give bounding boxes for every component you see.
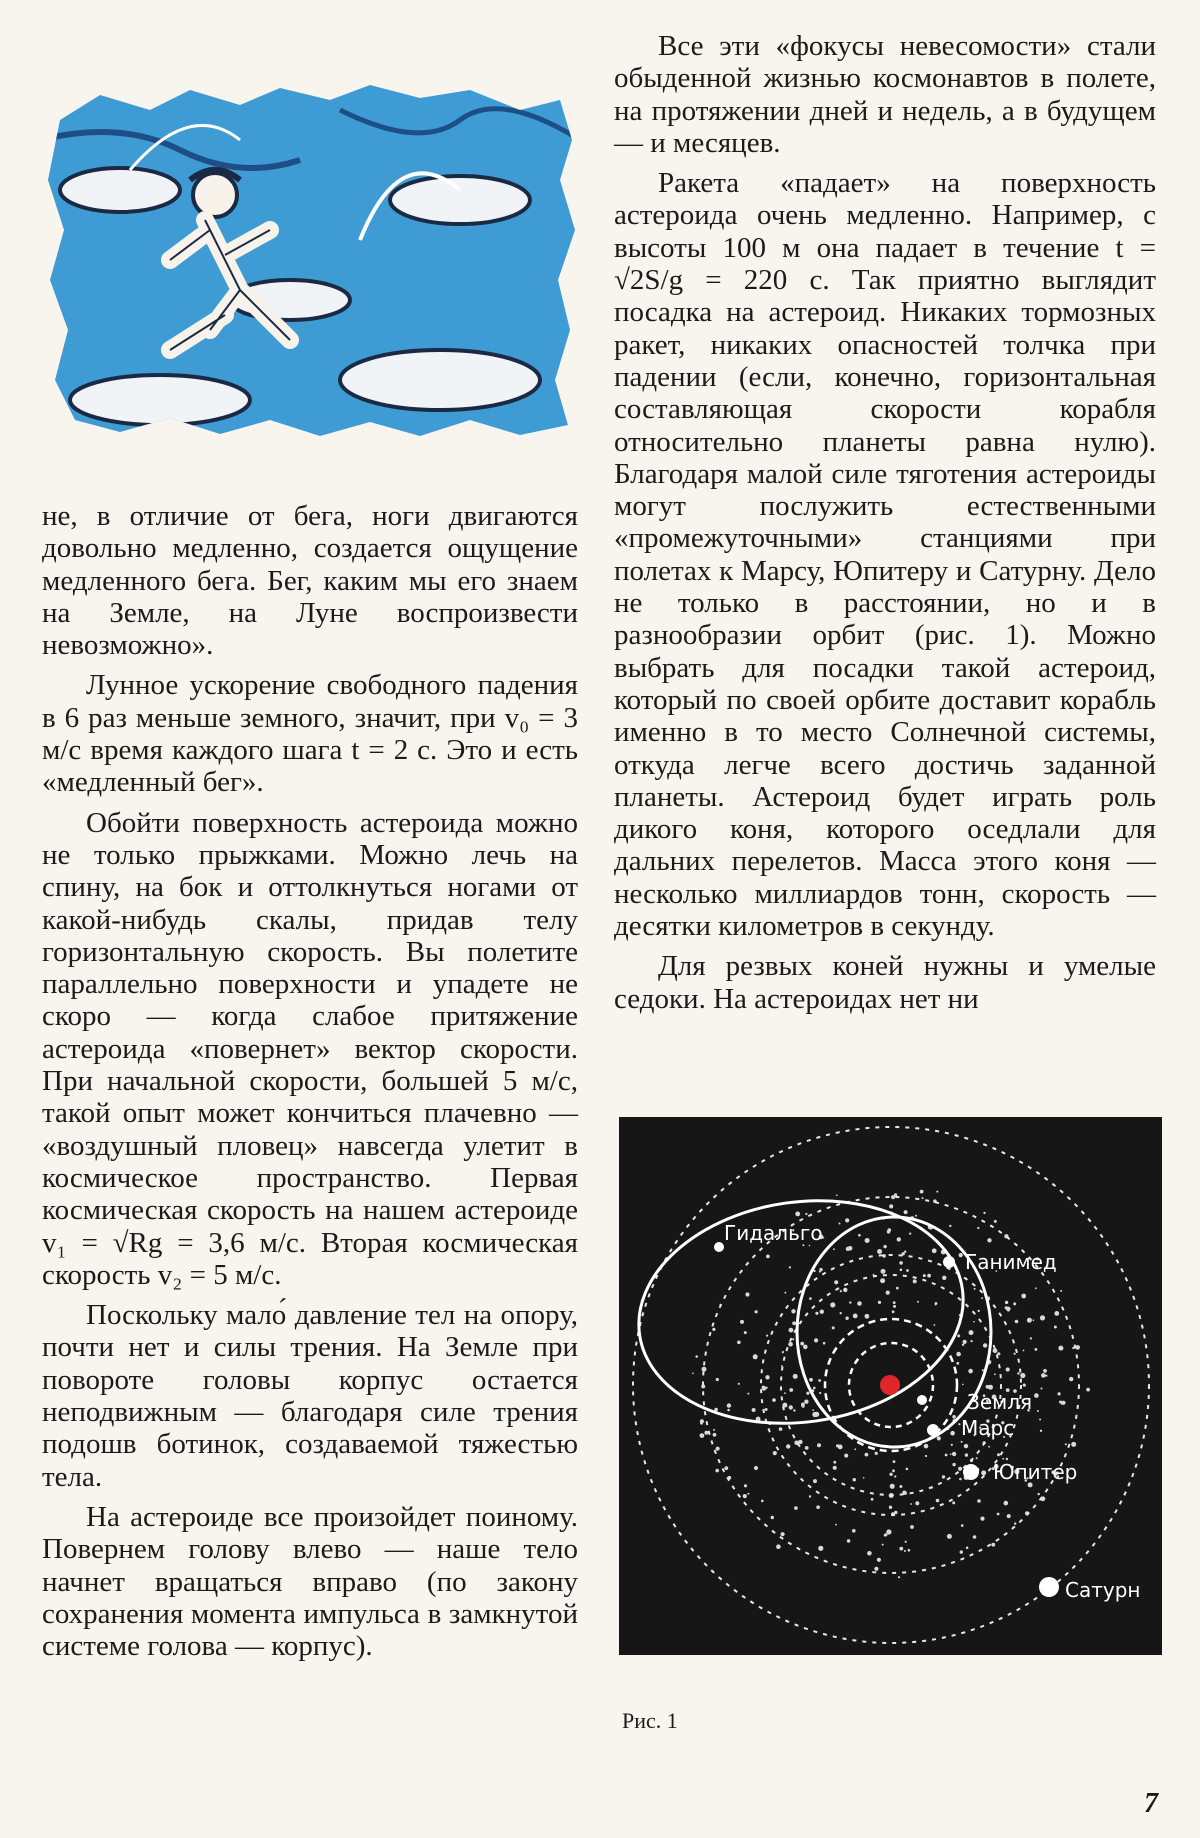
asteroid-dot bbox=[947, 1534, 952, 1539]
asteroid-dot bbox=[713, 1429, 715, 1431]
asteroid-dot bbox=[744, 1484, 747, 1487]
asteroid-dot bbox=[959, 1478, 962, 1481]
asteroid-dot bbox=[922, 1197, 924, 1199]
asteroid-dot bbox=[752, 1408, 756, 1412]
label-saturn: Сатурн bbox=[1065, 1578, 1141, 1602]
label-jupiter: Юпитер bbox=[993, 1460, 1078, 1484]
asteroid-dot bbox=[801, 1403, 805, 1407]
asteroid-dot bbox=[924, 1444, 929, 1449]
asteroid-dot bbox=[884, 1534, 886, 1536]
asteroid-dot bbox=[791, 1309, 795, 1313]
asteroid-dot bbox=[1071, 1442, 1076, 1447]
asteroid-dot bbox=[806, 1392, 809, 1395]
asteroid-dot bbox=[857, 1301, 862, 1306]
left-paragraph-5: На астероиде все произойдет поиному. Повернем голову влево — наше тело начнет вращаться вправо (по закону сохранения момента импульса в замкнутой системе голова — корпус). bbox=[42, 1500, 578, 1663]
asteroid-dot bbox=[1017, 1372, 1019, 1374]
asteroid-dot bbox=[863, 1477, 865, 1479]
asteroid-dot bbox=[1006, 1367, 1010, 1371]
asteroid-dot bbox=[997, 1513, 1000, 1516]
label-ganymede: Ганимед bbox=[965, 1250, 1057, 1274]
asteroid-dot bbox=[890, 1484, 895, 1489]
right-paragraph-2: Ракета «падает» на поверхность астероида очень медленно. Например, с высоты 100 м она падает в течение t = √2S/g = 220 с. Так приятно выглядит посадка на астероид. Никаких тормозных ракет, никаких опасностей толчка при падении (если, конечно, горизонтальная составляющая скорости корабля относительно планеты равна нулю). Благодаря малой силе тяготения астероиды могут послужить естественными «промежуточными» станциями при полетах к Марсу, Юпитеру и Сатурну. Дело не только в расстоянии, но и в разнообразии орбит (рис. 1). Можно выбрать для посадки такой астероид, который по своей орбите доставит корабль именно в то место Солнечной системы, откуда легче всего достичь заданной планеты. Астероид будет играть роль дикого коня, которого оседлали для дальних перелетов. Масса этого коня — несколько миллиардов тонн, скорость — десятки километров в секунду. bbox=[614, 167, 1156, 943]
asteroid-dot bbox=[793, 1374, 798, 1379]
asteroid-dot bbox=[737, 1341, 741, 1345]
asteroid-dot bbox=[927, 1274, 931, 1278]
asteroid-dot bbox=[852, 1529, 856, 1533]
asteroid-dot bbox=[740, 1320, 744, 1324]
asteroid-dot bbox=[1061, 1401, 1065, 1405]
asteroid-dot bbox=[952, 1463, 955, 1466]
asteroid-dot bbox=[893, 1301, 896, 1304]
asteroid-dot bbox=[836, 1195, 838, 1197]
asteroid-dot bbox=[853, 1314, 858, 1319]
asteroid-dot bbox=[932, 1248, 937, 1253]
asteroid-dot bbox=[882, 1544, 884, 1546]
asteroid-dot bbox=[700, 1433, 705, 1438]
asteroid-dot bbox=[865, 1453, 869, 1457]
asteroid-dot bbox=[785, 1292, 787, 1294]
asteroid-dot bbox=[762, 1386, 766, 1390]
asteroid-dot bbox=[1013, 1302, 1016, 1305]
asteroid-dot bbox=[950, 1431, 955, 1436]
asteroid-dot bbox=[789, 1328, 794, 1333]
asteroid-dot bbox=[766, 1255, 770, 1259]
asteroid-dot bbox=[920, 1190, 924, 1194]
asteroid-dot bbox=[832, 1326, 835, 1329]
asteroid-dot bbox=[878, 1301, 881, 1304]
asteroid-dot bbox=[883, 1245, 886, 1248]
asteroid-dot bbox=[744, 1331, 747, 1334]
asteroid-dot bbox=[765, 1387, 767, 1389]
asteroid-dot bbox=[1045, 1375, 1047, 1377]
asteroid-dot bbox=[715, 1469, 719, 1473]
asteroid-dot bbox=[1035, 1287, 1037, 1289]
figure-caption: Рис. 1 bbox=[622, 1708, 678, 1733]
asteroid-dot bbox=[971, 1340, 973, 1342]
mars-dot bbox=[927, 1424, 939, 1436]
asteroid-dot bbox=[898, 1576, 900, 1578]
asteroid-dot bbox=[1069, 1377, 1073, 1381]
asteroid-dot bbox=[836, 1444, 839, 1447]
asteroid-dot bbox=[977, 1499, 981, 1503]
asteroid-dot bbox=[789, 1266, 791, 1268]
asteroid-dot bbox=[1015, 1320, 1019, 1324]
asteroid-dot bbox=[755, 1310, 758, 1313]
asteroid-dot bbox=[846, 1247, 850, 1251]
asteroid-dot bbox=[818, 1379, 821, 1382]
asteroid-dot bbox=[1014, 1522, 1016, 1524]
label-mars: Марс bbox=[961, 1416, 1015, 1440]
left-column bbox=[42, 500, 578, 1662]
astronaut-illustration bbox=[40, 80, 580, 440]
asteroid-dot bbox=[886, 1529, 891, 1534]
asteroid-dot bbox=[875, 1452, 878, 1455]
asteroid-dot bbox=[819, 1392, 821, 1394]
asteroid-dot bbox=[1054, 1326, 1057, 1329]
asteroid-dot bbox=[877, 1558, 881, 1562]
asteroid-dot bbox=[1021, 1294, 1026, 1299]
right-paragraph-3: Для резвых коней нужны и умелые седоки. На астероидах нет ни bbox=[614, 950, 1156, 1015]
asteroid-dot bbox=[965, 1453, 968, 1456]
asteroid-dot bbox=[814, 1412, 819, 1417]
asteroid-dot bbox=[771, 1516, 774, 1519]
asteroid-dot bbox=[904, 1550, 906, 1552]
asteroid-dot bbox=[865, 1314, 870, 1319]
asteroid-dot bbox=[942, 1276, 946, 1280]
asteroid-dot bbox=[1007, 1514, 1011, 1518]
asteroid-dot bbox=[753, 1354, 758, 1359]
asteroid-dot bbox=[858, 1234, 861, 1237]
asteroid-dot bbox=[794, 1506, 798, 1510]
asteroid-dot bbox=[983, 1212, 985, 1214]
asteroid-dot bbox=[957, 1334, 960, 1337]
asteroid-dot bbox=[882, 1254, 886, 1258]
asteroid-dot bbox=[809, 1297, 812, 1300]
asteroid-dot bbox=[727, 1403, 731, 1407]
asteroid-dot bbox=[981, 1297, 983, 1299]
asteroid-dot bbox=[952, 1501, 955, 1504]
asteroid-dot bbox=[786, 1444, 790, 1448]
asteroid-dot bbox=[908, 1549, 911, 1552]
asteroid-dot bbox=[892, 1310, 895, 1313]
asteroid-dot bbox=[950, 1453, 952, 1455]
asteroid-dot bbox=[779, 1427, 783, 1431]
asteroid-dot bbox=[818, 1546, 823, 1551]
asteroid-dot bbox=[994, 1373, 996, 1375]
asteroid-dot bbox=[747, 1493, 749, 1495]
asteroid-dot bbox=[961, 1524, 964, 1527]
asteroid-dot bbox=[819, 1268, 822, 1271]
asteroid-dot bbox=[962, 1384, 964, 1386]
asteroid-dot bbox=[982, 1369, 984, 1371]
asteroid-dot bbox=[888, 1228, 892, 1232]
asteroid-dot bbox=[1023, 1384, 1026, 1387]
asteroid-dot bbox=[892, 1469, 895, 1472]
asteroid-dot bbox=[833, 1248, 835, 1250]
asteroid-dot bbox=[1058, 1392, 1061, 1395]
asteroid-dot bbox=[834, 1280, 838, 1284]
asteroid-dot bbox=[700, 1422, 703, 1425]
asteroid-dot bbox=[766, 1335, 768, 1337]
orbit-diagram bbox=[619, 1117, 1162, 1655]
asteroid-dot bbox=[1060, 1290, 1062, 1292]
asteroid-dot bbox=[910, 1503, 912, 1505]
asteroid-dot bbox=[874, 1567, 878, 1571]
asteroid-dot bbox=[789, 1388, 793, 1392]
asteroid-dot bbox=[1065, 1443, 1067, 1445]
asteroid-dot bbox=[904, 1492, 907, 1495]
asteroid-dot bbox=[738, 1383, 740, 1385]
asteroid-dot bbox=[925, 1455, 927, 1457]
asteroid-dot bbox=[784, 1392, 786, 1394]
asteroid-dot bbox=[724, 1466, 728, 1470]
asteroid-dot bbox=[956, 1352, 961, 1357]
asteroid-dot bbox=[917, 1301, 919, 1303]
asteroid-dot bbox=[877, 1249, 882, 1254]
asteroid-dot bbox=[904, 1251, 906, 1253]
asteroid-dot bbox=[889, 1204, 893, 1208]
asteroid-dot bbox=[833, 1466, 837, 1470]
asteroid-dot bbox=[1027, 1318, 1032, 1323]
ganymede-dot bbox=[943, 1256, 955, 1268]
asteroid-dot bbox=[809, 1495, 811, 1497]
asteroid-dot bbox=[966, 1547, 969, 1550]
asteroid-dot bbox=[981, 1470, 986, 1475]
asteroid-dot bbox=[782, 1351, 784, 1353]
asteroid-dot bbox=[849, 1301, 851, 1303]
asteroid-dot bbox=[792, 1338, 794, 1340]
asteroid-dot bbox=[915, 1501, 919, 1505]
right-column bbox=[614, 30, 1156, 1015]
asteroid-dot bbox=[899, 1261, 903, 1265]
asteroid-dot bbox=[716, 1378, 719, 1381]
asteroid-dot bbox=[713, 1433, 717, 1437]
asteroid-dot bbox=[934, 1324, 936, 1326]
asteroid-dot bbox=[867, 1551, 872, 1556]
asteroid-dot bbox=[959, 1253, 963, 1257]
left-paragraph-4: Поскольку мало́ давление тел на опору, почти нет и силы трения. На Земле при повороте головы корпус остается неподвижным — благодаря силе трения подошв ботинок, создаваемой тяжестью тела. bbox=[42, 1299, 578, 1493]
asteroid-dot bbox=[923, 1274, 926, 1277]
jupiter-dot bbox=[963, 1464, 979, 1480]
asteroid-dot bbox=[793, 1409, 795, 1411]
asteroid-dot bbox=[1054, 1311, 1059, 1316]
asteroid-dot bbox=[803, 1345, 808, 1350]
asteroid-dot bbox=[973, 1321, 975, 1323]
left-paragraph-1: не, в отличие от бега, ноги двигаются довольно медленно, создается ощущение медленного бега. Бег, каким мы его знаем на Земле, на Луне воспроизвести невозможно». bbox=[42, 500, 578, 662]
asteroid-dot bbox=[745, 1292, 749, 1296]
asteroid-dot bbox=[813, 1387, 816, 1390]
asteroid-dot bbox=[915, 1215, 917, 1217]
asteroid-dot bbox=[1040, 1315, 1045, 1320]
asteroid-dot bbox=[961, 1441, 963, 1443]
asteroid-dot bbox=[702, 1367, 707, 1372]
asteroid-dot bbox=[962, 1344, 964, 1346]
asteroid-dot bbox=[910, 1525, 914, 1529]
asteroid-dot bbox=[889, 1473, 892, 1476]
asteroid-dot bbox=[956, 1362, 959, 1365]
asteroid-dot bbox=[695, 1355, 698, 1358]
asteroid-dot bbox=[909, 1233, 911, 1235]
asteroid-dot bbox=[1038, 1493, 1040, 1495]
asteroid-dot bbox=[823, 1342, 826, 1345]
right-paragraph-1: Все эти «фокусы невесомости» стали обыденной жизнью космонавтов в полете, на протяжении дней и недель, а в будущем — и месяцев. bbox=[614, 30, 1156, 159]
sun-dot bbox=[880, 1375, 900, 1395]
asteroid-dot bbox=[988, 1446, 990, 1448]
asteroid-dot bbox=[951, 1444, 953, 1446]
asteroid-dot bbox=[1023, 1350, 1025, 1352]
asteroid-dot bbox=[969, 1330, 974, 1335]
asteroid-dot bbox=[894, 1475, 896, 1477]
asteroid-dot bbox=[817, 1443, 821, 1447]
asteroid-dot bbox=[964, 1444, 968, 1448]
asteroid-dot bbox=[1041, 1388, 1043, 1390]
asteroid-dot bbox=[871, 1498, 874, 1501]
asteroid-dot bbox=[974, 1288, 976, 1290]
asteroid-dot bbox=[788, 1342, 793, 1347]
asteroid-dot bbox=[754, 1466, 758, 1470]
asteroid-dot bbox=[789, 1405, 793, 1409]
asteroid-dot bbox=[773, 1451, 777, 1455]
asteroid-dot bbox=[814, 1338, 818, 1342]
asteroid-dot bbox=[830, 1302, 835, 1307]
asteroid-dot bbox=[1037, 1410, 1039, 1412]
asteroid-dot bbox=[1039, 1419, 1041, 1421]
asteroid-dot bbox=[905, 1541, 907, 1543]
asteroid-dot bbox=[812, 1409, 814, 1411]
asteroid-dot bbox=[743, 1494, 747, 1498]
asteroid-dot bbox=[906, 1269, 909, 1272]
asteroid-dot bbox=[900, 1269, 903, 1272]
asteroid-dot bbox=[945, 1454, 948, 1457]
asteroid-dot bbox=[847, 1539, 851, 1543]
asteroid-dot bbox=[853, 1478, 856, 1481]
asteroid-dot bbox=[1058, 1346, 1063, 1351]
asteroid-dot bbox=[973, 1535, 977, 1539]
asteroid-dot bbox=[988, 1385, 993, 1390]
asteroid-dot bbox=[809, 1378, 813, 1382]
asteroid-dot bbox=[897, 1237, 901, 1241]
earth-dot bbox=[917, 1395, 927, 1405]
asteroid-dot bbox=[935, 1302, 938, 1305]
asteroid-dot bbox=[881, 1269, 886, 1274]
asteroid-dot bbox=[1043, 1369, 1047, 1373]
asteroid-dot bbox=[776, 1544, 781, 1549]
asteroid-dot bbox=[716, 1447, 720, 1451]
asteroid-dot bbox=[795, 1212, 800, 1217]
asteroid-dot bbox=[840, 1290, 842, 1292]
asteroid-dot bbox=[804, 1400, 808, 1404]
asteroid-dot bbox=[913, 1279, 917, 1283]
asteroid-dot bbox=[1041, 1373, 1046, 1378]
asteroid-dot bbox=[963, 1340, 967, 1344]
asteroid-dot bbox=[889, 1506, 892, 1509]
left-paragraph-2: Лунное ускорение свободного падения в 6 раз меньше земного, значит, при v₀ = 3 м/с время каждого шага t = 2 с. Это и есть «медленный бег». bbox=[42, 669, 578, 799]
asteroid-dot bbox=[845, 1317, 848, 1320]
hidalgo-dot bbox=[714, 1242, 724, 1252]
asteroid-dot bbox=[1014, 1353, 1016, 1355]
asteroid-dot bbox=[886, 1291, 890, 1295]
asteroid-dot bbox=[899, 1485, 902, 1488]
asteroid-dot bbox=[712, 1328, 715, 1331]
asteroid-dot bbox=[1005, 1301, 1008, 1304]
asteroid-dot bbox=[1030, 1337, 1032, 1339]
asteroid-dot bbox=[977, 1227, 979, 1229]
asteroid-dot bbox=[815, 1312, 818, 1315]
asteroid-dot bbox=[1040, 1430, 1042, 1432]
asteroid-dot bbox=[949, 1225, 951, 1227]
asteroid-dot bbox=[835, 1524, 837, 1526]
asteroid-dot bbox=[978, 1310, 980, 1312]
asteroid-dot bbox=[952, 1415, 956, 1419]
page-number: 7 bbox=[1144, 1788, 1158, 1819]
asteroid-dot bbox=[1086, 1388, 1090, 1392]
asteroid-dot bbox=[893, 1305, 896, 1308]
asteroid-dot bbox=[906, 1468, 909, 1471]
asteroid-dot bbox=[991, 1543, 995, 1547]
asteroid-dot bbox=[805, 1446, 809, 1450]
asteroid-dot bbox=[800, 1342, 804, 1346]
asteroid-dot bbox=[854, 1448, 856, 1450]
asteroid-dot bbox=[960, 1550, 963, 1553]
saturn-dot bbox=[1039, 1577, 1059, 1597]
left-paragraph-3: Обойти поверхность астероида можно не только прыжками. Можно лечь на спину, на бок и оттолкнуться ногами от какой-нибудь скалы, придав телу горизонтальную скорость. Вы полетите параллельно поверхности и упадете не скоро — когда слабое притяжение астероида «повернет» вектор скорости. При начальной скорости, большей 5 м/с, такой опыт может кончиться плачевно — «воздушный пловец» навсегда улетит в космическое пространство. Первая космическая скорость на нашем астероиде v₁ = √Rg = 3,6 м/с. Вторая космическая скорость v₂ = 5 м/с. bbox=[42, 806, 578, 1291]
asteroid-dot bbox=[952, 1452, 956, 1456]
label-hidalgo: Гидальго bbox=[724, 1221, 823, 1245]
asteroid-dot bbox=[839, 1223, 841, 1225]
asteroid-dot bbox=[904, 1210, 908, 1214]
asteroid-dot bbox=[1035, 1348, 1038, 1351]
asteroid-dot bbox=[865, 1238, 870, 1243]
asteroid-dot bbox=[747, 1393, 749, 1395]
asteroid-dot bbox=[937, 1436, 941, 1440]
asteroid-dot bbox=[1004, 1501, 1009, 1506]
asteroid-dot bbox=[936, 1191, 938, 1193]
asteroid-dot bbox=[880, 1278, 885, 1283]
asteroid-dot bbox=[994, 1220, 997, 1223]
asteroid-dot bbox=[765, 1375, 769, 1379]
asteroid-dot bbox=[983, 1343, 987, 1347]
asteroid-dot bbox=[727, 1409, 730, 1412]
asteroid-dot bbox=[997, 1453, 1000, 1456]
asteroid-dot bbox=[1020, 1373, 1025, 1378]
asteroid-dot bbox=[899, 1547, 903, 1551]
asteroid-dot bbox=[765, 1408, 768, 1411]
asteroid-dot bbox=[1033, 1319, 1035, 1321]
asteroid-dot bbox=[805, 1213, 807, 1215]
asteroid-dot bbox=[942, 1475, 945, 1478]
asteroid-dot bbox=[816, 1505, 820, 1509]
asteroid-dot bbox=[891, 1195, 895, 1199]
asteroid-dot bbox=[976, 1457, 978, 1459]
asteroid-dot bbox=[845, 1218, 849, 1222]
asteroid-dot bbox=[896, 1287, 899, 1290]
asteroid-dot bbox=[781, 1532, 785, 1536]
asteroid-dot bbox=[692, 1373, 694, 1375]
asteroid-dot bbox=[893, 1460, 896, 1463]
asteroid-dot bbox=[936, 1499, 940, 1503]
asteroid-dot bbox=[820, 1310, 824, 1314]
label-earth: Земля bbox=[967, 1390, 1033, 1414]
asteroid-dot bbox=[772, 1398, 776, 1402]
asteroid-dot bbox=[844, 1454, 848, 1458]
asteroid-dot bbox=[1006, 1307, 1011, 1312]
asteroid-dot bbox=[843, 1288, 847, 1292]
asteroid-dot bbox=[958, 1467, 962, 1471]
asteroid-dot bbox=[833, 1461, 836, 1464]
asteroid-dot bbox=[761, 1500, 764, 1503]
asteroid-dot bbox=[840, 1312, 842, 1314]
asteroid-dot bbox=[792, 1321, 796, 1325]
asteroid-dot bbox=[813, 1479, 817, 1483]
asteroid-dot bbox=[980, 1517, 984, 1521]
asteroid-dot bbox=[1034, 1393, 1039, 1398]
asteroid-dot bbox=[987, 1238, 991, 1242]
asteroid-dot bbox=[968, 1369, 973, 1374]
